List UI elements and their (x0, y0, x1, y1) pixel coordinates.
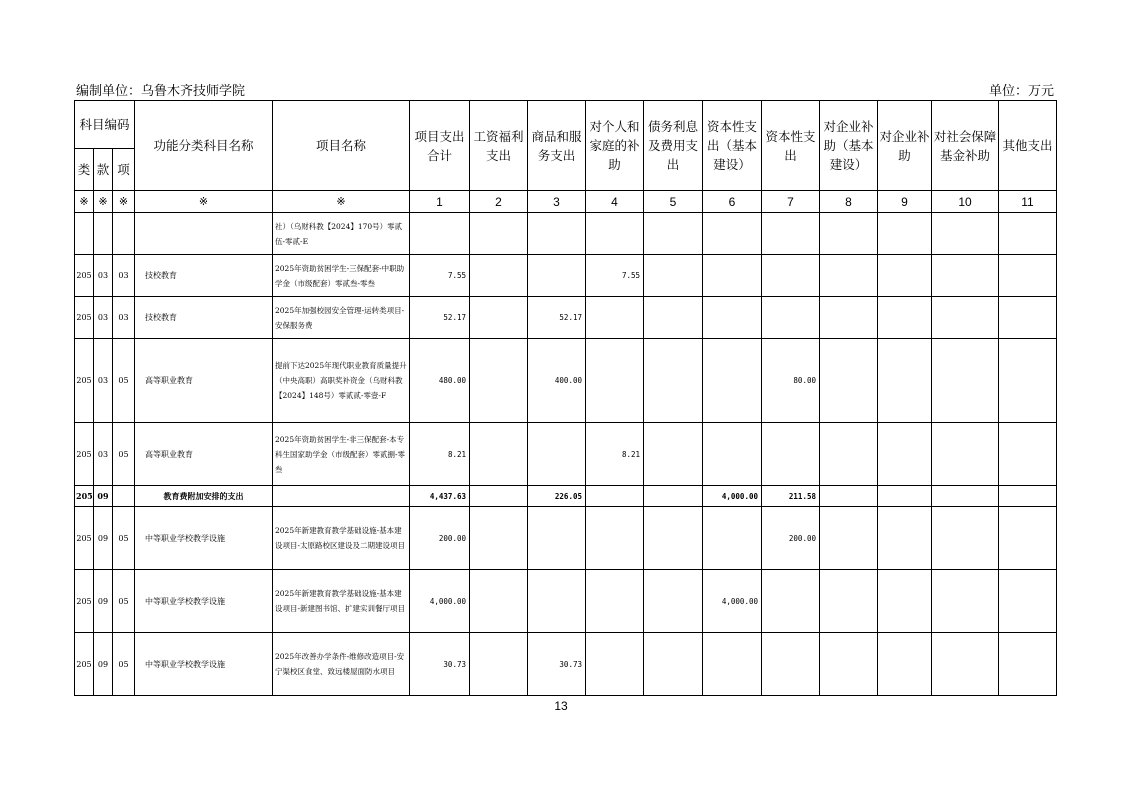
lei-cell (75, 213, 94, 255)
project-name-cell (273, 486, 410, 507)
amount-cell (470, 255, 528, 297)
kuan-cell: 03 (94, 255, 113, 297)
amount-cell: 8.21 (410, 423, 470, 486)
index-cell: 8 (820, 191, 878, 213)
table-row (75, 297, 1057, 339)
amount-cell (878, 633, 932, 696)
amount-cell (820, 297, 878, 339)
amount-cell (762, 255, 820, 297)
amount-cell (762, 570, 820, 633)
kuan-cell: 09 (94, 486, 113, 507)
amount-cell (703, 339, 762, 423)
amount-cell (932, 570, 999, 633)
index-cell: ※ (75, 191, 94, 213)
project-name-header: 项目名称 (273, 101, 410, 191)
amount-cell (644, 570, 703, 633)
func-name-cell: 技校教育 (135, 297, 273, 339)
amount-cell (586, 633, 644, 696)
amount-cell: 4,000.00 (703, 570, 762, 633)
lei-cell: 205 (75, 339, 94, 423)
xiang-cell: 03 (113, 255, 135, 297)
col-7-header: 资本性支出 (762, 101, 820, 191)
amount-cell (820, 423, 878, 486)
amount-cell: 400.00 (528, 339, 586, 423)
code-group-header: 科目编码 (75, 101, 135, 149)
xiang-cell (113, 486, 135, 507)
amount-cell: 52.17 (528, 297, 586, 339)
xiang-cell: 05 (113, 570, 135, 633)
amount-cell (878, 570, 932, 633)
amount-cell (470, 213, 528, 255)
amount-cell (762, 297, 820, 339)
amount-cell (528, 255, 586, 297)
amount-cell: 480.00 (410, 339, 470, 423)
amount-cell (703, 507, 762, 570)
func-name-cell: 中等职业学校教学设施 (135, 507, 273, 570)
kuan-cell: 03 (94, 423, 113, 486)
amount-cell (586, 486, 644, 507)
page-number: 13 (554, 699, 568, 713)
table-row (75, 633, 1057, 696)
project-name-cell: 社）（乌财科教【2024】170号）零贰伍-零贰-E (273, 213, 410, 255)
amount-cell (410, 213, 470, 255)
amount-cell: 211.58 (762, 486, 820, 507)
col-2-header: 工资福利支出 (470, 101, 528, 191)
amount-cell (878, 339, 932, 423)
kuan-cell: 09 (94, 633, 113, 696)
amount-cell (820, 570, 878, 633)
xiang-cell (113, 213, 135, 255)
index-cell: ※ (94, 191, 113, 213)
amount-cell (470, 507, 528, 570)
kuan-cell: 03 (94, 297, 113, 339)
amount-cell (878, 213, 932, 255)
table-row (75, 423, 1057, 486)
table-row (75, 486, 1057, 507)
project-name-cell: 2025年改善办学条件-维修改造项目-安宁渠校区食堂、致远楼屋面防水项目 (273, 633, 410, 696)
amount-cell: 8.21 (586, 423, 644, 486)
currency-unit: 单位：万元 (988, 84, 1054, 99)
index-cell: 10 (932, 191, 999, 213)
project-name-cell: 2025年新建教育教学基础设施-基本建设项目-新建图书馆、扩建实训餐厅项目 (273, 570, 410, 633)
xiang-cell: 05 (113, 423, 135, 486)
amount-cell (470, 297, 528, 339)
amount-cell (586, 570, 644, 633)
amount-cell (999, 423, 1057, 486)
xiang-cell: 03 (113, 297, 135, 339)
index-row (75, 191, 1057, 213)
col-9-header: 对企业补助 (878, 101, 932, 191)
amount-cell (470, 339, 528, 423)
func-name-cell: 高等职业教育 (135, 423, 273, 486)
amount-cell (470, 486, 528, 507)
amount-cell (586, 339, 644, 423)
amount-cell (703, 423, 762, 486)
amount-cell (644, 423, 703, 486)
amount-cell (878, 255, 932, 297)
amount-cell (932, 633, 999, 696)
project-name-cell: 2025年新建教育教学基础设施-基本建设项目-太原路校区建设及二期建设项目 (273, 507, 410, 570)
func-name-cell: 教育费附加安排的支出 (135, 486, 273, 507)
project-name-cell: 2025年资助贫困学生-三保配套-中职助学金（市级配套）零贰叁-零叁 (273, 255, 410, 297)
amount-cell (762, 633, 820, 696)
index-cell: 9 (878, 191, 932, 213)
index-cell: 6 (703, 191, 762, 213)
compiling-unit: 编制单位：乌鲁木齐技师学院 (76, 84, 246, 99)
index-cell: 11 (999, 191, 1057, 213)
lei-cell: 205 (75, 570, 94, 633)
col-8-header: 对企业补助（基本建设） (820, 101, 878, 191)
amount-cell (703, 213, 762, 255)
lei-cell: 205 (75, 297, 94, 339)
func-name-cell: 中等职业学校教学设施 (135, 570, 273, 633)
amount-cell (932, 507, 999, 570)
col-1-header: 项目支出合计 (410, 101, 470, 191)
index-cell: ※ (273, 191, 410, 213)
amount-cell (932, 486, 999, 507)
index-cell: ※ (135, 191, 273, 213)
kuan-cell: 09 (94, 570, 113, 633)
amount-cell (762, 213, 820, 255)
kuan-cell: 03 (94, 339, 113, 423)
amount-cell (528, 423, 586, 486)
amount-cell (644, 486, 703, 507)
col-4-header: 对个人和家庭的补助 (586, 101, 644, 191)
amount-cell: 30.73 (528, 633, 586, 696)
amount-cell (820, 213, 878, 255)
func-name-cell (135, 213, 273, 255)
amount-cell (820, 339, 878, 423)
table-row (75, 570, 1057, 633)
amount-cell (820, 486, 878, 507)
amount-cell: 4,000.00 (410, 570, 470, 633)
amount-cell (932, 255, 999, 297)
amount-cell (999, 570, 1057, 633)
index-cell: ※ (113, 191, 135, 213)
amount-cell (586, 297, 644, 339)
amount-cell (878, 423, 932, 486)
amount-cell (703, 297, 762, 339)
kuan-header: 款 (94, 149, 113, 191)
col-10-header: 对社会保障基金补助 (932, 101, 999, 191)
amount-cell (644, 255, 703, 297)
budget-table (74, 100, 1057, 696)
amount-cell (999, 507, 1057, 570)
lei-cell: 205 (75, 486, 94, 507)
amount-cell (999, 339, 1057, 423)
func-name-cell: 中等职业学校教学设施 (135, 633, 273, 696)
col-11-header: 其他支出 (999, 101, 1057, 191)
xiang-cell: 05 (113, 339, 135, 423)
amount-cell (932, 423, 999, 486)
xiang-header: 项 (113, 149, 135, 191)
xiang-cell: 05 (113, 507, 135, 570)
amount-cell: 7.55 (586, 255, 644, 297)
lei-cell: 205 (75, 255, 94, 297)
table-row (75, 255, 1057, 297)
xiang-cell: 05 (113, 633, 135, 696)
lei-header: 类 (75, 149, 94, 191)
amount-cell (932, 213, 999, 255)
index-cell: 1 (410, 191, 470, 213)
amount-cell (470, 633, 528, 696)
amount-cell (703, 255, 762, 297)
amount-cell: 30.73 (410, 633, 470, 696)
table-row (75, 213, 1057, 255)
amount-cell (820, 633, 878, 696)
amount-cell (999, 633, 1057, 696)
func-name-header: 功能分类科目名称 (135, 101, 273, 191)
amount-cell (586, 507, 644, 570)
amount-cell (999, 297, 1057, 339)
amount-cell (644, 339, 703, 423)
amount-cell: 80.00 (762, 339, 820, 423)
amount-cell: 200.00 (762, 507, 820, 570)
table-row (75, 507, 1057, 570)
col-5-header: 债务利息及费用支出 (644, 101, 703, 191)
amount-cell (470, 570, 528, 633)
amount-cell: 52.17 (410, 297, 470, 339)
lei-cell: 205 (75, 423, 94, 486)
amount-cell (932, 339, 999, 423)
amount-cell: 4,000.00 (703, 486, 762, 507)
func-name-cell: 技校教育 (135, 255, 273, 297)
amount-cell (644, 297, 703, 339)
lei-cell: 205 (75, 507, 94, 570)
amount-cell (999, 486, 1057, 507)
index-cell: 2 (470, 191, 528, 213)
amount-cell: 4,437.63 (410, 486, 470, 507)
amount-cell (820, 255, 878, 297)
header-row-1 (75, 101, 1057, 149)
kuan-cell: 09 (94, 507, 113, 570)
amount-cell (528, 507, 586, 570)
amount-cell (999, 255, 1057, 297)
lei-cell: 205 (75, 633, 94, 696)
col-6-header: 资本性支出（基本建设） (703, 101, 762, 191)
amount-cell: 226.05 (528, 486, 586, 507)
amount-cell (932, 297, 999, 339)
amount-cell: 7.55 (410, 255, 470, 297)
amount-cell (644, 507, 703, 570)
project-name-cell: 2025年加强校园安全管理-运转类项目-安保服务费 (273, 297, 410, 339)
amount-cell (999, 213, 1057, 255)
amount-cell (878, 507, 932, 570)
index-cell: 5 (644, 191, 703, 213)
amount-cell (528, 213, 586, 255)
amount-cell (586, 213, 644, 255)
amount-cell: 200.00 (410, 507, 470, 570)
amount-cell (644, 213, 703, 255)
project-name-cell: 2025年资助贫困学生-非三保配套-本专科生国家助学金（市级配套）零贰捌-零叁 (273, 423, 410, 486)
kuan-cell (94, 213, 113, 255)
func-name-cell: 高等职业教育 (135, 339, 273, 423)
amount-cell (762, 423, 820, 486)
index-cell: 3 (528, 191, 586, 213)
amount-cell (703, 633, 762, 696)
project-name-cell: 提前下达2025年现代职业教育质量提升（中央高职）高职奖补资金（乌财科教【2024】148号）零贰贰-零壹-F (273, 339, 410, 423)
amount-cell (820, 507, 878, 570)
index-cell: 7 (762, 191, 820, 213)
amount-cell (878, 486, 932, 507)
table-row (75, 339, 1057, 423)
col-3-header: 商品和服务支出 (528, 101, 586, 191)
amount-cell (470, 423, 528, 486)
amount-cell (644, 633, 703, 696)
amount-cell (528, 570, 586, 633)
amount-cell (878, 297, 932, 339)
index-cell: 4 (586, 191, 644, 213)
